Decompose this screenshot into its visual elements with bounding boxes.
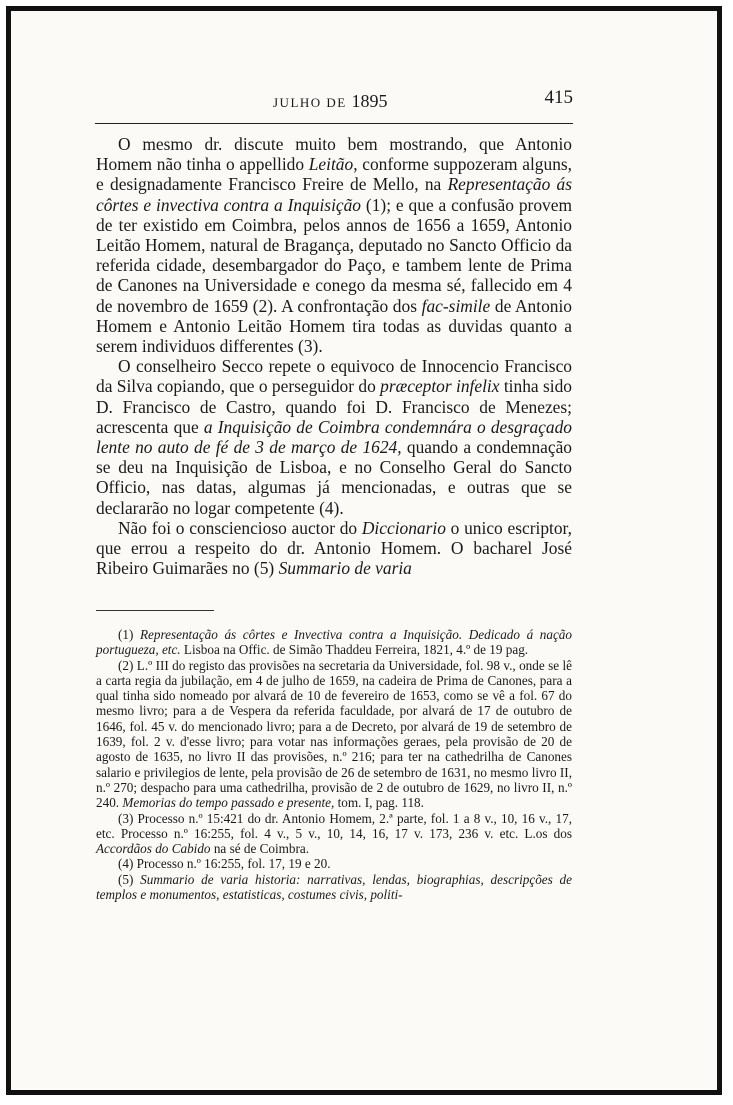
header-rule xyxy=(95,123,573,124)
fn4-text: (4) Processo n.º 16:255, fol. 17, 19 e 20. xyxy=(118,856,331,872)
p1-text-1: O mesmo dr. discute muito bem mostrando, que Antonio Homem não tinha o appellido xyxy=(96,134,572,175)
paragraph-3 xyxy=(96,518,572,579)
fn3-text-2: na sé de Coimbra. xyxy=(210,841,310,857)
footnote-2 xyxy=(96,658,572,811)
p1-italic-1: Leitão, xyxy=(308,154,358,175)
fn2-text-2: tom. I, pag. 118. xyxy=(334,795,424,811)
p3-italic-1: Diccionario xyxy=(361,517,446,538)
p1-text-3: (1); e que a confusão provem de ter existido em Coimbra, pelos annos de 1656 a 1659, Antonio Leitão Homem, natural de Bragança, deputado no Sancto Officio da referida cidade, desembargador do Paço, e tambem lente de Prima de Canones na Universidade e conego da mesma sé, fallecido em 4 de novembro de 1659 (2). A confrontação dos xyxy=(96,194,572,316)
paragraph-2 xyxy=(96,356,572,518)
p1-italic-2: Representação ás côrtes e invectiva contra a Inquisição xyxy=(96,174,573,215)
running-title-prefix: JULHO DE xyxy=(273,95,347,110)
p1-text-4: de Antonio Homem e Antonio Leitão Homem tira todas as duvidas quanto a serem individuos differentes (3). xyxy=(96,295,573,357)
p2-italic-1: præceptor infelix xyxy=(380,376,500,397)
fn2-italic: Memorias do tempo passado e presente, xyxy=(122,795,335,811)
p1-text-2: conforme suppozeram alguns, e designadamente Francisco Freire de Mello, na xyxy=(96,154,573,195)
running-title xyxy=(273,91,388,112)
fn2-text-1: (2) L.º III do registo das provisões na secretaria da Universidade, fol. 98 v., onde se lê a carta regia da jubilação, em 4 de julho de 1659, na cadeira de Prima de Canones, para a qual tinha sido nomeado por alvará de 10 de fevereiro de 1653, como se vê a fol. 67 do mesmo livro; para a de Vespera da referida faculdade, por alvará de 17 de outubro de 1646, fol. 45 v. do mencionado livro; para a de Decreto, por alvará de 19 de setembro de 1639, fol. 2 v. d'esse livro; para votar nas informações geraes, pela provisão de 20 de agosto de 1635, no livro II das provisões, n.º 216; para ter na cathedrilha de Canones salario e privilegios de lente, pela provisão de 26 de setembro de 1631, no mesmo livro II, n.º 270; despacho para uma cathedrilha, provisão de 2 de outubro de 1629, no livro II, n.º 240. xyxy=(96,657,572,811)
footnote-3 xyxy=(96,811,572,857)
footnotes xyxy=(96,627,572,902)
page-header xyxy=(95,85,573,115)
fn1-italic: Representação ás côrtes e Invectiva contra a Inquisição. Dedicado á nação portugueza, etc. xyxy=(96,627,572,658)
footnote-5 xyxy=(96,872,572,903)
footnote-separator xyxy=(96,610,214,611)
p3-text-2: o unico escriptor, que errou a respeito do dr. Antonio Homem. O bacharel José Ribeiro Guimarães no (5) xyxy=(96,517,572,579)
running-title-year: 1895 xyxy=(351,91,388,111)
fn5-italic: Summario de varia historia: narrativas, lendas, biographias, descripções de templos e monumentos, estatisticas, costumes civis, politi- xyxy=(96,871,572,903)
p2-text-2: tinha sido D. Francisco de Castro, quando foi D. Francisco de Menezes; acrescenta que xyxy=(96,376,572,437)
fn1-number: (1) xyxy=(118,627,140,642)
footnote-1 xyxy=(96,627,572,658)
fn3-text-1: (3) Processo n.º 15:421 do dr. Antonio Homem, 2.ª parte, fol. 1 a 8 v., 10, 16 v., 17, etc. Processo n.º 16:255, fol. 4 v., 5 v., 10, 14, 16, 17 v. 173, 236 v. etc. L.os dos xyxy=(96,810,572,841)
paragraph-1 xyxy=(96,134,572,356)
footnote-4 xyxy=(96,856,572,871)
p3-text-1: Não foi o consciencioso auctor do xyxy=(118,517,362,538)
fn5-number: (5) xyxy=(118,871,141,887)
p2-text-1: O conselheiro Secco repete o equivoco de Innocencio Francisco da Silva copiando, que o perseguidor do xyxy=(96,356,572,397)
p3-italic-2: Summario de varia xyxy=(278,558,412,579)
body-text xyxy=(96,134,572,578)
fn3-italic: Accordãos do Cabido xyxy=(96,841,211,857)
p2-italic-2: a Inquisição de Coimbra condemnára o desgraçado lente no auto de fé de 3 de março de 1624, xyxy=(96,416,572,458)
fn1-text: Lisboa na Offic. de Simão Thaddeu Ferreira, 1821, 4.º de 19 pag. xyxy=(180,642,529,658)
p2-text-3: quando a condemnação se deu na Inquisição de Lisboa, e no Conselho Geral do Sancto Officio, nas datas, algumas já mencionadas, e outras que se declararão no logar competente (4). xyxy=(96,437,572,518)
page-number: 415 xyxy=(544,87,573,108)
p1-italic-3: fac-simile xyxy=(421,295,491,316)
